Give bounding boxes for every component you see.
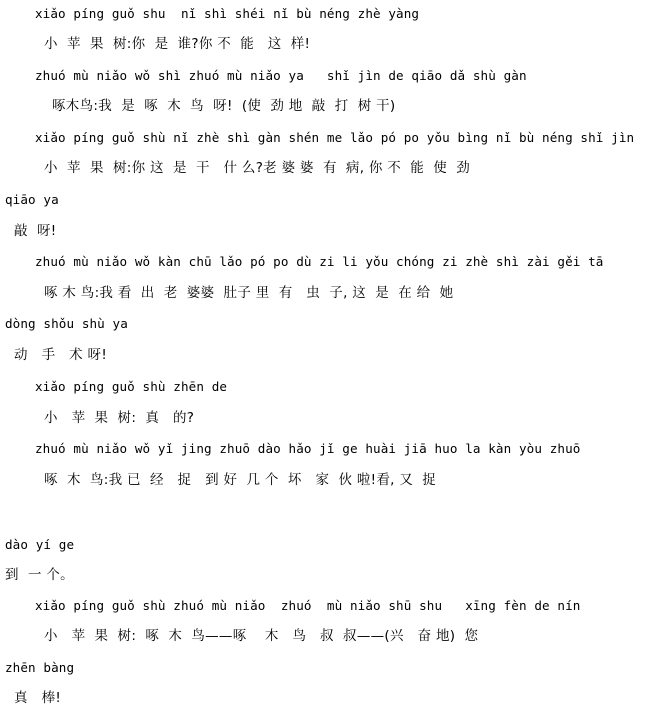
text-line-11: 真 棒! [14, 690, 62, 706]
pinyin-line-1: xiǎo píng guǒ shu nǐ shì shéi nǐ bù néng zhè yàng [35, 6, 420, 21]
text-line-4: 敲 呀! [14, 223, 57, 239]
pinyin-line-11: zhēn bàng [5, 660, 75, 675]
text-line-9: 到 一 个。 [5, 567, 74, 583]
text-line-10: 小 苹 果 树: 啄 木 鸟——啄 木 鸟 叔 叔——(兴 奋 地) 您 [44, 628, 479, 644]
pinyin-line-6: dòng shǒu shù ya [5, 316, 128, 331]
text-line-8: 啄 木 鸟:我 已 经 捉 到 好 几 个 坏 家 伙 啦!看, 又 捉 [44, 472, 437, 488]
text-line-3: 小 苹 果 树:你 这 是 干 什 么?老 婆 婆 有 病, 你 不 能 使 劲 [44, 160, 471, 176]
pinyin-line-4: qiāo ya [5, 192, 59, 207]
pinyin-line-5: zhuó mù niǎo wǒ kàn chū lǎo pó po dù zi li yǒu chóng zi zhè shì zài gěi tā [35, 254, 604, 269]
text-line-1: 小 苹 果 树:你 是 谁?你 不 能 这 样! [44, 36, 311, 52]
text-line-7: 小 苹 果 树: 真 的? [44, 410, 195, 426]
pinyin-line-10: xiǎo píng guǒ shù zhuó mù niǎo zhuó mù niǎo shū shu xīng fèn de nín [35, 598, 581, 613]
pinyin-line-9: dào yí ge [5, 537, 75, 552]
text-line-5: 啄 木 鸟:我 看 出 老 婆婆 肚子 里 有 虫 子, 这 是 在 给 她 [44, 285, 454, 301]
pinyin-line-8: zhuó mù niǎo wǒ yǐ jing zhuō dào hǎo jǐ ge huài jiā huo la kàn yòu zhuō [35, 441, 581, 456]
pinyin-line-7: xiǎo píng guǒ shù zhēn de [35, 379, 228, 394]
pinyin-line-2: zhuó mù niǎo wǒ shì zhuó mù niǎo ya shǐ jìn de qiāo dǎ shù gàn [35, 68, 527, 83]
pinyin-line-3: xiǎo píng guǒ shù nǐ zhè shì gàn shén me lǎo pó po yǒu bìng nǐ bù néng shǐ jìn [35, 130, 635, 145]
text-line-2: 啄木鸟:我 是 啄 木 鸟 呀! (使 劲 地 敲 打 树 干) [52, 98, 396, 114]
text-line-6: 动 手 术 呀! [14, 347, 108, 363]
